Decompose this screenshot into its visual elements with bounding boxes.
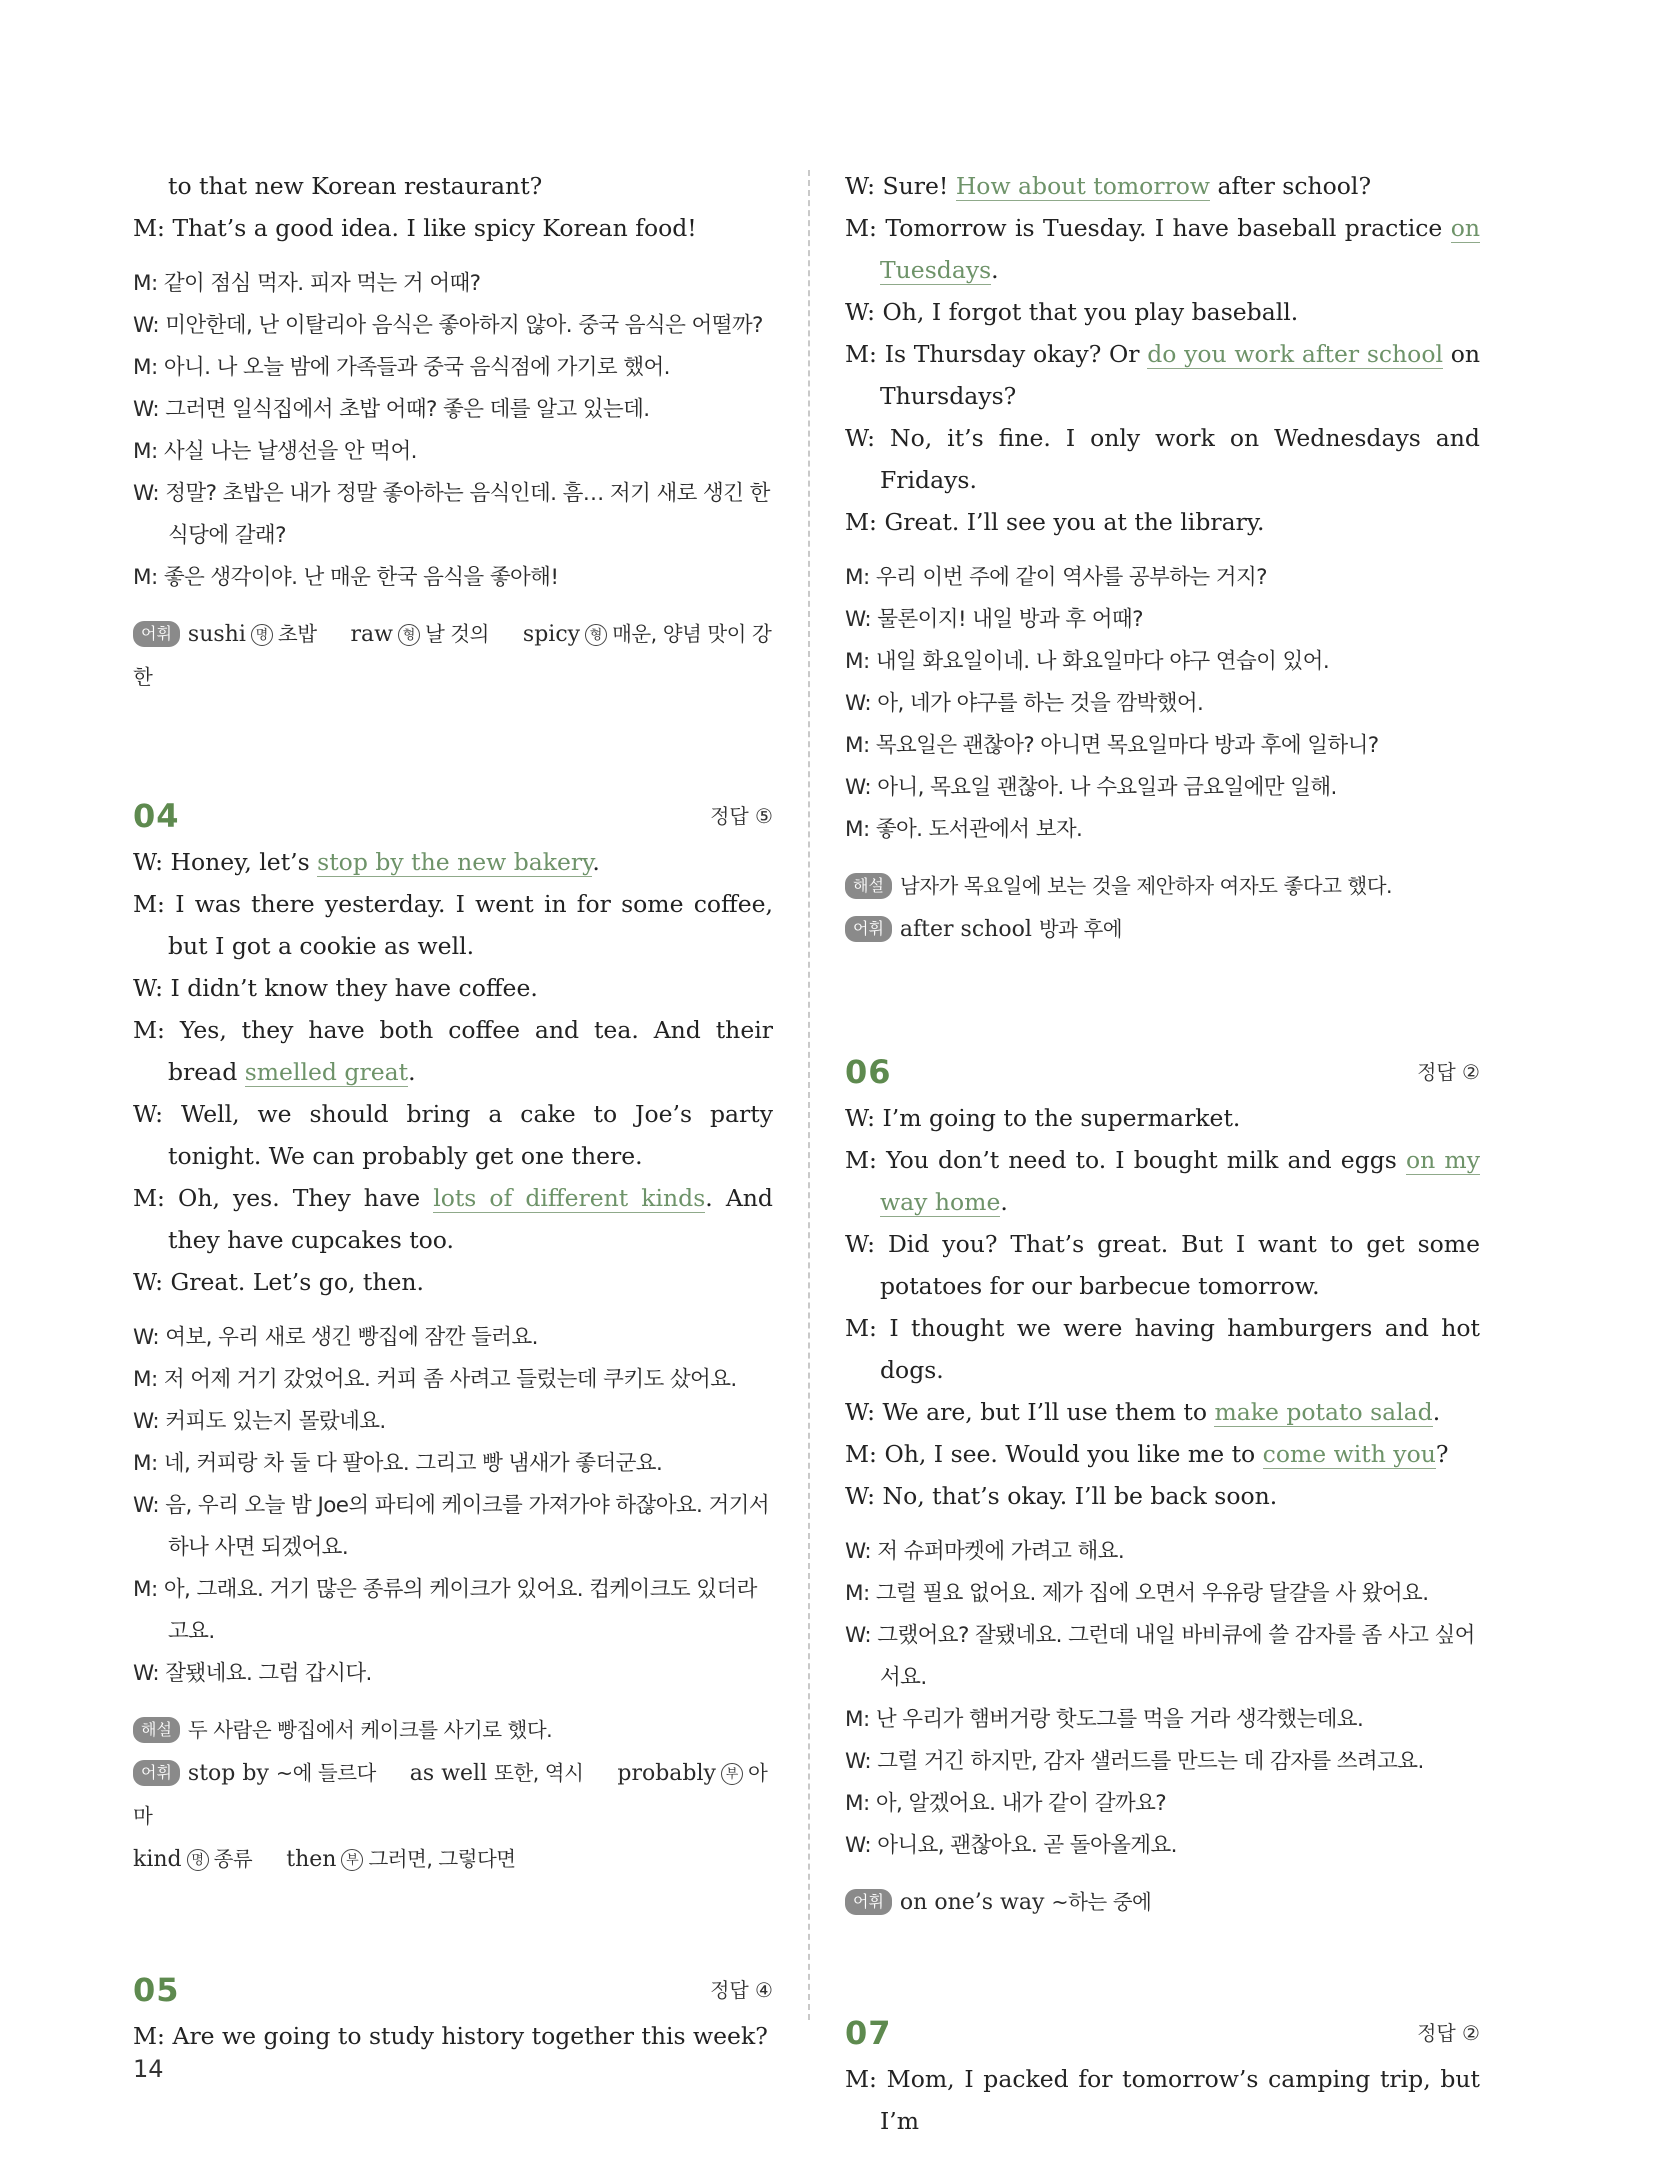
korean-line: W: 여보, 우리 새로 생긴 빵집에 잠깐 들러요. <box>133 1325 538 1350</box>
section-header-05 <box>133 1961 773 2009</box>
dialogue-line <box>845 1097 1480 1139</box>
pos-badge: 명 <box>187 1849 209 1871</box>
section-header-07 <box>845 2004 1480 2052</box>
speaker: W: <box>845 298 876 326</box>
dialogue-line <box>845 207 1480 291</box>
speaker: W: <box>845 172 876 200</box>
dialogue-line <box>133 207 773 249</box>
dialogue-text: to that new Korean restaurant? <box>168 172 543 200</box>
dialogue-line <box>133 1261 773 1303</box>
korean-line: M: 아니. 나 오늘 밤에 가족들과 중국 음식점에 가기로 했어. <box>133 355 670 380</box>
dialogue-text: You don’t need to. I bought milk and eggs <box>886 1146 1406 1174</box>
speaker: M: <box>845 1314 877 1342</box>
korean-line: W: 아니요, 괜찮아요. 곧 돌아올게요. <box>845 1833 1177 1858</box>
speaker: W: <box>845 1398 876 1426</box>
vocab-note <box>845 1881 1480 1924</box>
dialogue-text: Yes, they have both coffee and tea. And their bread <box>168 1016 773 1086</box>
answer-label: 정답 ② <box>1417 2021 1480 2045</box>
dialogue-text: . <box>1432 1398 1441 1426</box>
speaker: M: <box>133 214 165 242</box>
dialogue-text: That’s a good idea. I like spicy Korean food! <box>172 214 697 242</box>
dialogue-text: Great. Let’s go, then. <box>170 1268 425 1296</box>
korean-line: M: 내일 화요일이네. 나 화요일마다 야구 연습이 있어. <box>845 649 1330 674</box>
korean-line: W: 저 슈퍼마켓에 가려고 해요. <box>845 1539 1125 1564</box>
dialogue-line <box>133 1093 773 1177</box>
dialogue-text: . <box>408 1058 416 1086</box>
vocab-tag: 어휘 <box>845 1889 892 1915</box>
korean-line: M: 아, 그래요. 거기 많은 종류의 케이크가 있어요. 컵케이크도 있더라고요. <box>133 1577 757 1644</box>
dialogue-text: I’m going to the supermarket. <box>882 1104 1241 1132</box>
dialogue-line <box>133 967 773 1009</box>
korean-line: M: 사실 나는 날생선을 안 먹어. <box>133 439 417 464</box>
dialogue-line <box>845 501 1480 543</box>
highlighted-phrase: How about tomorrow <box>955 172 1211 200</box>
dialogue-text: No, it’s fine. I only work on Wednesdays and Fridays. <box>880 424 1480 494</box>
dialogue-text: Are we going to study history together this week? <box>172 2022 768 2050</box>
korean-line: M: 네, 커피랑 차 둘 다 팔아요. 그리고 빵 냄새가 좋더군요. <box>133 1451 663 1476</box>
speaker: M: <box>845 1146 877 1174</box>
dialogue-text: . <box>991 256 999 284</box>
dialogue-text: I was there yesterday. I went in for some coffee, but I got a cookie as well. <box>168 890 773 960</box>
speaker: W: <box>133 1268 164 1296</box>
explanation-text: 남자가 목요일에 보는 것을 제안하자 여자도 좋다고 했다. <box>899 874 1393 898</box>
dialogue-line <box>845 1475 1480 1517</box>
dialogue-line <box>845 1307 1480 1391</box>
dialogue-text: Oh, I see. Would you like me to <box>884 1440 1263 1468</box>
vocab-meaning: 그러면, 그렇다면 <box>368 1847 516 1871</box>
question-number: 06 <box>845 1053 892 1091</box>
answer-label: 정답 ④ <box>710 1978 773 2002</box>
page-number: 14 <box>133 2055 164 2083</box>
explanation-tag: 해설 <box>133 1717 180 1743</box>
right-column <box>845 165 1480 2142</box>
vocab-note <box>133 613 773 699</box>
vocab-meaning: 초밥 <box>277 622 317 646</box>
vocab-word: after school <box>899 917 1032 942</box>
vocab-meaning: 또한, 역시 <box>494 1761 584 1785</box>
speaker: W: <box>133 974 164 1002</box>
dialogue-text: Is Thursday okay? Or <box>884 340 1148 368</box>
korean-line: W: 아니, 목요일 괜찮아. 나 수요일과 금요일에만 일해. <box>845 775 1337 800</box>
question-number: 05 <box>133 1971 180 2009</box>
vocab-note <box>133 1752 773 1881</box>
dialogue-text: ? <box>1435 1440 1449 1468</box>
korean-line: M: 저 어제 거기 갔었어요. 커피 좀 사려고 들렀는데 쿠키도 샀어요. <box>133 1367 737 1392</box>
dialogue-text: Oh, yes. They have <box>178 1184 434 1212</box>
pos-badge: 부 <box>341 1849 363 1871</box>
explanation-text: 두 사람은 빵집에서 케이크를 사기로 했다. <box>187 1718 553 1742</box>
dialogue-line <box>845 165 1480 207</box>
vocab-meaning: 날 것의 <box>424 622 489 646</box>
highlighted-phrase: do you work after school <box>1147 340 1443 368</box>
answer-label: 정답 ② <box>1417 1060 1480 1084</box>
pos-badge: 부 <box>721 1763 743 1785</box>
left-column <box>133 165 773 2057</box>
korean-line: W: 미안한데, 난 이탈리아 음식은 좋아하지 않아. 중국 음식은 어떨까? <box>133 313 763 338</box>
dialogue-text: after school? <box>1210 172 1372 200</box>
explanation-tag: 해설 <box>845 873 892 899</box>
speaker: M: <box>133 2022 165 2050</box>
speaker: M: <box>133 1184 165 1212</box>
dialogue-text: No, that’s okay. I’ll be back soon. <box>882 1482 1278 1510</box>
vocab-word: probably <box>617 1761 716 1786</box>
speaker: W: <box>845 1104 876 1132</box>
dialogue-line <box>845 1391 1480 1433</box>
vocab-tag: 어휘 <box>845 916 892 942</box>
dialogue-text: I didn’t know they have coffee. <box>170 974 538 1002</box>
korean-line: M: 우리 이번 주에 같이 역사를 공부하는 거지? <box>845 565 1267 590</box>
korean-line: W: 그러면 일식집에서 초밥 어때? 좋은 데를 알고 있는데. <box>133 397 650 422</box>
speaker: W: <box>845 1230 876 1258</box>
korean-line: M: 좋은 생각이야. 난 매운 한국 음식을 좋아해! <box>133 565 559 590</box>
dialogue-line <box>845 333 1480 417</box>
vocab-word: stop by <box>187 1761 269 1786</box>
column-divider <box>808 170 810 2020</box>
vocab-word: then <box>286 1847 337 1872</box>
pos-badge: 명 <box>251 624 273 646</box>
speaker: W: <box>133 1100 164 1128</box>
dialogue-text: Sure! <box>882 172 956 200</box>
vocab-meaning: 종류 <box>213 1847 253 1871</box>
vocab-word: spicy <box>522 622 581 647</box>
speaker: W: <box>845 424 876 452</box>
section-header-06 <box>845 1043 1480 1091</box>
korean-line: W: 정말? 초밥은 내가 정말 좋아하는 음식인데. 흠… 저기 새로 생긴 한 식당에 갈래? <box>133 481 770 548</box>
vocab-word: raw <box>350 622 393 647</box>
explanation-note <box>133 1709 773 1752</box>
speaker: M: <box>133 890 165 918</box>
dialogue-line <box>133 2015 773 2057</box>
vocab-word: on one’s way <box>899 1890 1045 1915</box>
dialogue-line <box>845 1139 1480 1223</box>
dialogue-text: I thought we were having hamburgers and hot dogs. <box>880 1314 1480 1384</box>
dialogue-line <box>133 841 773 883</box>
speaker: M: <box>845 214 877 242</box>
highlighted-phrase: lots of different kinds <box>433 1184 706 1212</box>
highlighted-phrase: make potato salad <box>1214 1398 1433 1426</box>
korean-line: W: 아, 네가 야구를 하는 것을 깜박했어. <box>845 691 1204 716</box>
dialogue-line <box>845 1433 1480 1475</box>
dialogue-line <box>133 1177 773 1261</box>
dialogue-text: We are, but I’ll use them to <box>882 1398 1215 1426</box>
highlighted-phrase: on Tuesdays <box>880 214 1480 284</box>
vocab-word: kind <box>133 1847 182 1872</box>
highlighted-phrase: on my way home <box>880 1146 1480 1216</box>
dialogue-text: on Thursdays? <box>880 340 1480 410</box>
speaker: M: <box>845 508 877 536</box>
dialogue-text: Mom, I packed for tomorrow’s camping trip, but I’m <box>880 2065 1480 2135</box>
vocab-meaning: 아마 <box>133 1761 768 1828</box>
speaker: W: <box>845 1482 876 1510</box>
pos-badge: 형 <box>585 624 607 646</box>
question-number: 04 <box>133 797 180 835</box>
vocab-meaning: ~에 들르다 <box>275 1761 376 1785</box>
dialogue-text: . <box>1000 1188 1008 1216</box>
speaker: M: <box>133 1016 165 1044</box>
vocab-word: sushi <box>187 622 246 647</box>
question-number: 07 <box>845 2014 892 2052</box>
dialogue-line <box>133 165 773 207</box>
korean-line: W: 물론이지! 내일 방과 후 어때? <box>845 607 1143 632</box>
vocab-note <box>845 908 1480 951</box>
answer-label: 정답 ⑤ <box>710 804 773 828</box>
korean-line: W: 커피도 있는지 몰랐네요. <box>133 1409 386 1434</box>
korean-line: M: 같이 점심 먹자. 피자 먹는 거 어때? <box>133 271 481 296</box>
korean-line: W: 음, 우리 오늘 밤 Joe의 파티에 케이크를 가져가야 하잖아요. 거기서 하나 사면 되겠어요. <box>133 1493 770 1560</box>
vocab-tag: 어휘 <box>133 621 180 647</box>
dialogue-text: Well, we should bring a cake to Joe’s party tonight. We can probably get one there. <box>168 1100 773 1170</box>
korean-line: M: 좋아. 도서관에서 보자. <box>845 817 1083 842</box>
vocab-word: as well <box>409 1761 488 1786</box>
highlighted-phrase: smelled great <box>244 1058 409 1086</box>
vocab-meaning: 방과 후에 <box>1038 917 1123 941</box>
korean-line: M: 그럴 필요 없어요. 제가 집에 오면서 우유랑 달걀을 사 왔어요. <box>845 1581 1429 1606</box>
korean-line: W: 그럴 거긴 하지만, 감자 샐러드를 만드는 데 감자를 쓰려고요. <box>845 1749 1424 1774</box>
dialogue-text: Did you? That’s great. But I want to get some potatoes for our barbecue tomorrow. <box>880 1230 1480 1300</box>
dialogue-text: Tomorrow is Tuesday. I have baseball practice <box>885 214 1451 242</box>
highlighted-phrase: come with you <box>1262 1440 1436 1468</box>
dialogue-line <box>133 1009 773 1093</box>
korean-line: M: 아, 알겠어요. 내가 같이 갈까요? <box>845 1791 1167 1816</box>
korean-line: M: 목요일은 괜찮아? 아니면 목요일마다 방과 후에 일하니? <box>845 733 1379 758</box>
vocab-meaning: ~하는 중에 <box>1051 1890 1152 1914</box>
vocab-meaning: 매운, 양념 맛이 강한 <box>133 622 772 689</box>
pos-badge: 형 <box>398 624 420 646</box>
dialogue-text: Oh, I forgot that you play baseball. <box>882 298 1299 326</box>
dialogue-text: Great. I’ll see you at the library. <box>884 508 1265 536</box>
dialogue-line <box>133 883 773 967</box>
vocab-tag: 어휘 <box>133 1760 180 1786</box>
dialogue-line <box>845 291 1480 333</box>
section-header-04 <box>133 787 773 835</box>
korean-line: M: 난 우리가 햄버거랑 핫도그를 먹을 거라 생각했는데요. <box>845 1707 1364 1732</box>
korean-line: W: 그랬어요? 잘됐네요. 그런데 내일 바비큐에 쓸 감자를 좀 사고 싶어서요. <box>845 1623 1475 1690</box>
dialogue-line <box>845 2058 1480 2142</box>
explanation-note <box>845 865 1480 908</box>
speaker: M: <box>845 340 877 368</box>
dialogue-text: Honey, let’s <box>170 848 318 876</box>
highlighted-phrase: stop by the new bakery <box>317 848 593 876</box>
speaker: M: <box>845 2065 877 2093</box>
dialogue-line <box>845 417 1480 501</box>
dialogue-text: . <box>592 848 600 876</box>
speaker: M: <box>845 1440 877 1468</box>
dialogue-line <box>845 1223 1480 1307</box>
speaker: W: <box>133 848 164 876</box>
korean-line: W: 잘됐네요. 그럼 갑시다. <box>133 1661 372 1686</box>
dialogue-text: . And they have cupcakes too. <box>168 1184 773 1254</box>
